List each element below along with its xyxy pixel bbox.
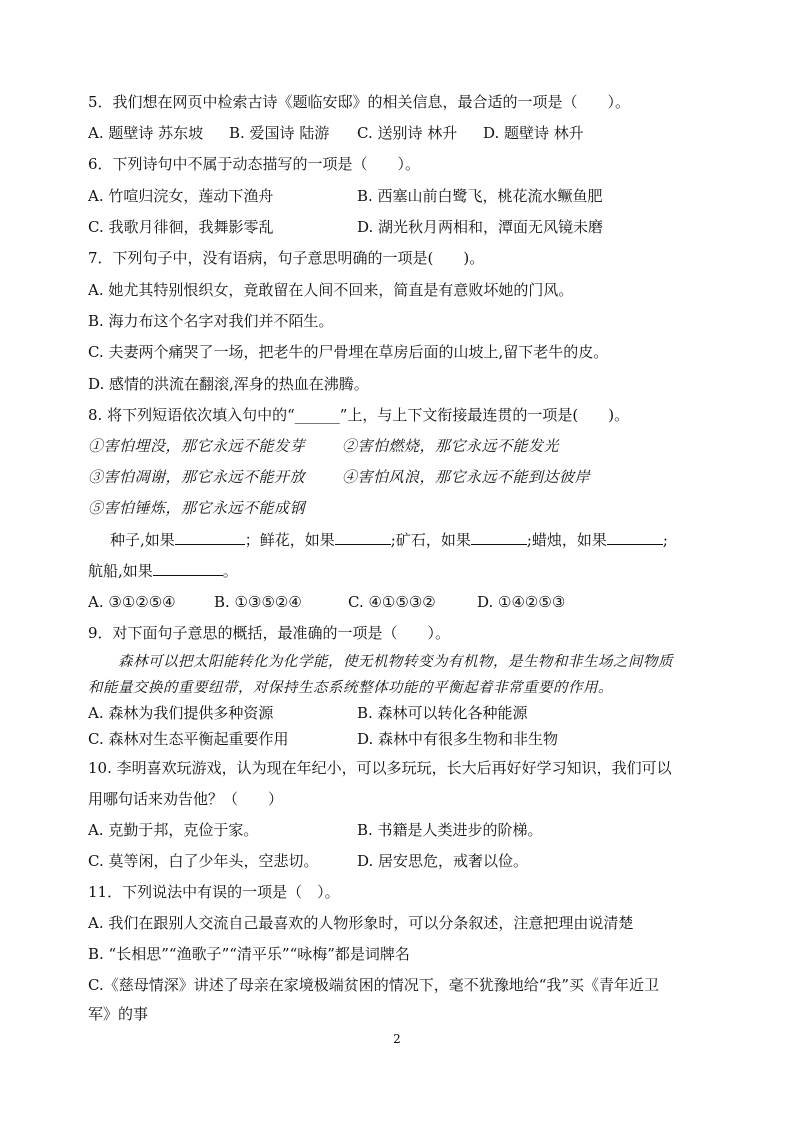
q10-option-c: C. 莫等闲，白了少年头，空悲切。 bbox=[88, 852, 319, 870]
question-11-stem: 11．下列说法中有误的一项是（ ）。 bbox=[88, 883, 340, 901]
q8-phrase-4: ④害怕风浪，那它永远不能到达彼岸 bbox=[342, 468, 591, 486]
q5-option-b: B. 爱国诗 陆游 bbox=[229, 124, 330, 142]
q8-blank-4[interactable] bbox=[607, 530, 663, 545]
q8-option-c: C. ④①⑤③② bbox=[348, 593, 436, 611]
q7-option-c: C. 夫妻两个痛哭了一场，把老牛的尸骨埋在草房后面的山坡上,留下老牛的皮。 bbox=[88, 343, 609, 361]
q10-option-b: B. 书籍是人类进步的阶梯。 bbox=[357, 821, 543, 839]
q5-option-c: C. 送别诗 林升 bbox=[357, 124, 458, 142]
question-8-stem: 8. 将下列短语依次填入句中的“______”上，与上下文衔接最连贯的一项是( )。 bbox=[88, 406, 630, 424]
q11-option-c-line-2: 军》的事 bbox=[88, 1005, 149, 1023]
q8-blank-2[interactable] bbox=[335, 530, 391, 545]
q8-option-d: D. ①④②⑤③ bbox=[477, 593, 566, 611]
question-10-stem-line-2: 用哪句话来劝告他？（ ） bbox=[88, 790, 284, 808]
q9-option-c: C. 森林对生态平衡起重要作用 bbox=[88, 730, 289, 748]
question-7-stem: 7．下列句子中，没有语病，句子意思明确的一项是( )。 bbox=[88, 249, 485, 267]
q8-option-b: B. ①③⑤②④ bbox=[214, 593, 302, 611]
q10-option-d: D. 居安思危，戒奢以俭。 bbox=[357, 852, 529, 870]
q7-option-a: A. 她尤其特别恨织女，竟敢留在人间不回来，简直是有意败坏她的门风。 bbox=[88, 281, 574, 299]
q8-sentence-part-1: 种子,如果 bbox=[110, 531, 175, 549]
q8-sentence-part-4: ;蜡烛，如果 bbox=[526, 531, 607, 549]
q5-option-a: A. 题壁诗 苏东坡 bbox=[88, 124, 204, 142]
q8-phrase-5: ⑤害怕锤炼，那它永远不能成钢 bbox=[88, 499, 306, 517]
q11-option-c-line-1: C.《慈母情深》讲述了母亲在家境极端贫困的情况下，毫不犹豫地给“我”买《青年近卫 bbox=[88, 976, 660, 994]
q8-sentence-part-5: ; bbox=[662, 531, 668, 549]
question-9-stem: 9．对下面句子意思的概括，最准确的一项是（ ）。 bbox=[88, 624, 451, 642]
q6-option-d: D. 湖光秋月两相和，潭面无风镜未磨 bbox=[357, 218, 604, 236]
q9-passage-line-2: 和能量交换的重要纽带，对保持生态系统整体功能的平衡起着非常重要的作用。 bbox=[88, 680, 613, 696]
q6-option-c: C. 我歌月徘徊，我舞影零乱 bbox=[88, 218, 274, 236]
q10-option-a: A. 克勤于邦，克俭于家。 bbox=[88, 821, 259, 839]
q8-phrase-3: ③害怕凋谢，那它永远不能开放 bbox=[88, 468, 306, 486]
q8-sentence-part-2: ；鲜花，如果 bbox=[244, 531, 335, 549]
q8-blank-1[interactable] bbox=[175, 530, 245, 545]
q8-fill-sentence bbox=[110, 530, 668, 550]
q11-option-a: A. 我们在跟别人交流自己最喜欢的人物形象时，可以分条叙述，注意把理由说清楚 bbox=[88, 914, 634, 932]
q5-option-d: D. 题壁诗 林升 bbox=[483, 124, 584, 142]
q9-option-a: A. 森林为我们提供多种资源 bbox=[88, 704, 274, 722]
q8-phrase-2: ②害怕燃烧，那它永远不能发光 bbox=[342, 437, 560, 455]
q11-option-b: B. “长相思”“渔歌子”“清平乐”“咏梅”都是词牌名 bbox=[88, 945, 410, 963]
question-6-stem: 6．下列诗句中不属于动态描写的一项是（ ）。 bbox=[88, 155, 421, 173]
q8-sentence-part-6: 航船,如果 bbox=[88, 562, 153, 580]
q8-sentence-part-3: ;矿石，如果 bbox=[390, 531, 471, 549]
q8-blank-5[interactable] bbox=[153, 561, 223, 576]
q8-sentence-part-7: 。 bbox=[222, 562, 238, 580]
q8-fill-sentence-cont bbox=[88, 561, 238, 581]
q9-option-b: B. 森林可以转化各种能源 bbox=[357, 704, 528, 722]
q8-phrase-1: ①害怕埋没，那它永远不能发芽 bbox=[88, 437, 306, 455]
q8-blank-3[interactable] bbox=[471, 530, 527, 545]
q6-option-b: B. 西塞山前白鹭飞，桃花流水鳜鱼肥 bbox=[357, 187, 603, 205]
q9-passage-line-1: 森林可以把太阳能转化为化学能，使无机物转变为有机物，是生物和非生场之间物质 bbox=[118, 654, 673, 670]
q6-option-a: A. 竹喧归浣女，莲动下渔舟 bbox=[88, 187, 274, 205]
q8-option-a: A. ③①②⑤④ bbox=[88, 593, 176, 611]
question-10-stem-line-1: 10. 李明喜欢玩游戏，认为现在年纪小，可以多玩玩，长大后再好好学习知识，我们可以 bbox=[88, 759, 672, 777]
question-5-stem: 5．我们想在网页中检索古诗《题临安邸》的相关信息，最合适的一项是（ ）。 bbox=[88, 93, 631, 111]
q7-option-d: D. 感情的洪流在翻滚,浑身的热血在沸腾。 bbox=[88, 375, 369, 393]
page-number: 2 bbox=[393, 1032, 401, 1046]
q7-option-b: B. 海力布这个名字对我们并不陌生。 bbox=[88, 312, 334, 330]
q9-option-d: D. 森林中有很多生物和非生物 bbox=[357, 730, 559, 748]
